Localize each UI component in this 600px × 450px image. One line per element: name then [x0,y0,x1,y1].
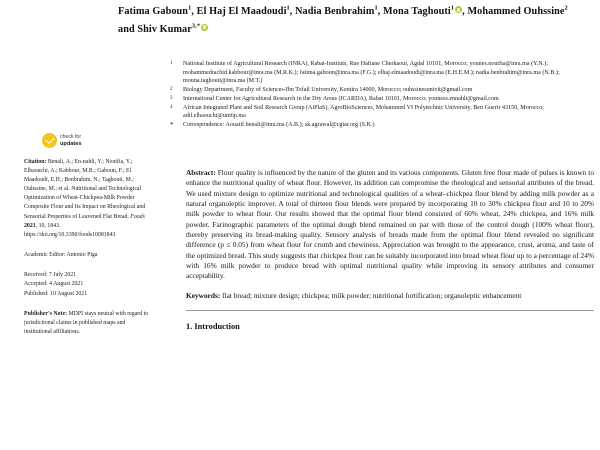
keywords-block [186,291,594,301]
citation-volume-doi: , 10, 1843. https://doi.org/10.3390/foods10081843 [24,222,116,238]
author-separator: , [289,6,296,18]
author-affil-marker: 1 [286,5,290,12]
affiliation-item [170,60,594,86]
affiliation-item [170,95,594,104]
correspondence-text: Correspondence: Aouatif.benali@inra.ma (A.B.); sk.agrawal@cgiar.org (S.K.) [183,122,375,129]
affiliation-marker: 3 [170,95,173,101]
affiliation-text: International Center for Agricultural Research in the Dry Areas (ICARDA), Rabat 10101, Morocco; youness.ennahli@gmail.com [183,95,499,102]
affiliation-marker: 2 [170,87,173,93]
author-affil-marker: 2 [564,5,568,12]
author-entry [467,6,567,17]
author-entry [118,6,197,17]
author-name: and Shiv Kumar [118,23,192,35]
citation-year: 2021 [24,222,36,229]
affiliation-marker: 4 [170,104,173,110]
author-line-1 [118,6,568,17]
abstract-block [186,168,594,282]
keywords-text: flat bread; mixture design; chickpea; milk powder; nutritional fortification; organoleptic enhancement [220,290,522,300]
correspondence-marker: * [170,121,174,130]
author-list [118,2,596,37]
author-name: Fatima Gaboun [118,6,189,18]
author-separator: , [462,6,468,18]
author-affil-marker: 1 [450,5,455,12]
author-name: El Haj El Maadoudi [196,6,287,18]
academic-editor-text: Academic Editor: Antonio Piga [24,251,98,258]
accepted-date: Accepted: 4 August 2021 [24,281,84,288]
citation-block [24,158,152,240]
check-for-updates-label [60,134,81,146]
author-name: Nadia Benbrahim [295,6,375,18]
affiliation-list [170,60,594,130]
abstract-text: Flour quality is influenced by the nature of the gluten and its various components. Gluten free flour made of pulses is known to enhance the nutritional quality of wheat flour. However, its addition can compromise the rheological and sensorial attributes of the bread. We used mixture design to optimize nutritional and technological qualities of a wheat–chickpea flour blend by adding milk powder as a natural organoleptic improver. A total of thirteen flour blends were prepared by incorporating 10 to 30% chickpea flour and 10 to 20% milk powder to wheat flour. Our results showed that the optimal flour blend consisted of 60% wheat, 24% chickpea, and 16% milk powder. Farinographic parameters of the optimal dough blend remained on par with those of the control dough (100% wheat flour), thereby preserving its bread-making quality. Sensory analysis of breads made from the optimal flour blend revealed no significant difference (p ≤ 0.05) from wheat flour for crumb and chewiness. Appreciation was brought to the appearance, crust, aroma, and taste of the optimized bread. This study suggests that chickpea flour can be suitably incorporated into bread wheat flour up to a percentage of 24% with 16% milk powder to produce bread with optimal nutritional quality while improving its sensory attributes and consumer acceptability. [186,168,594,281]
affiliation-marker: 1 [170,61,173,66]
author-line-2 [118,24,208,35]
publishers-note-block [24,310,152,337]
author-separator: , [377,6,384,18]
main-column [186,168,594,331]
published-date: Published: 10 August 2021 [24,290,88,297]
section-divider [186,310,594,311]
affiliation-text: Biology Department, Faculty of Sciences-Ibn Tofail University, Kenitra 14000, Morocco; ouhssinesunivit@gmail.com [183,87,473,94]
check-for-updates-badge[interactable] [42,133,152,148]
affiliation-item [170,86,594,95]
keywords-label: Keywords: [186,290,221,300]
publication-dates-block [24,271,152,299]
affiliation-text: National Institute of Agricultural Research (INRA), Rabat-Instituts, Rue Hafiane Cherkaoui, Agdal 10101, Morocco; younes.noutfia@inra.ma (Y.N.); mohammedrachid.kabbour@inra.ma (M.R.K.); fatima.gaboun@inra.ma (F.G.); elhaj.elmaadoudi@inra.ma (E.H.E.M.); nadia.benbrahim@inra.ma (N.B.); mouna.taghouti@inra.ma (M.T.) [183,61,560,85]
abstract-label: Abstract: [186,168,216,177]
author-name: Mona Taghouti [383,6,451,18]
check-updates-line2: updates [60,140,82,147]
citation-journal: Foods [128,213,145,220]
citation-label: Citation: [24,159,47,165]
author-separator: , [191,6,197,18]
author-affil-marker: 3,* [191,22,201,30]
checkmark-icon [42,133,57,148]
author-entry [197,6,295,17]
check-updates-line1: check for [60,134,82,141]
orcid-icon[interactable] [201,24,208,31]
author-affil-marker: 1 [374,5,378,12]
citation-text: Benali, A.; En-nahli, Y.; Noutfia, Y.; Elbaouchi, A.; Kabbour, M.R.; Gaboun, F.; El Maadoudi, E.H.; Benbrahim, N.; Taghouti, M.; Ouhssine, M.; et al. Nutritional and Technological Optimization of Wheat-Chickpea-Milk Powder Composite Flour and Its Impact on Rheological and Sensorial Properties of Leavened Flat Bread. [24,159,146,220]
publishers-note-text: MDPI stays neutral with regard to jurisdictional claims in published maps and institutional affiliations. [24,310,149,336]
sidebar-metadata [24,133,152,348]
received-date: Received: 7 July 2021 [24,271,77,278]
author-entry [295,6,383,17]
academic-editor-block [24,251,152,260]
affiliation-text: African Integrated Plant and Soil Research Group (AiPlaS), AgroBioSciences, Mohammed VI Polytechnic University, Ben Guerir 43150, Morocco; adil.elhaouchi@um6p.ma [183,104,544,120]
publishers-note-label: Publisher's Note: [24,310,68,317]
introduction-heading: 1. Introduction [186,322,240,332]
correspondence-item [170,121,594,130]
author-name: Mohammed Ouhssine [467,6,565,18]
author-entry [383,6,467,17]
affiliation-item [170,104,594,121]
author-entry [118,24,208,35]
author-affil-marker: 1 [188,5,192,12]
